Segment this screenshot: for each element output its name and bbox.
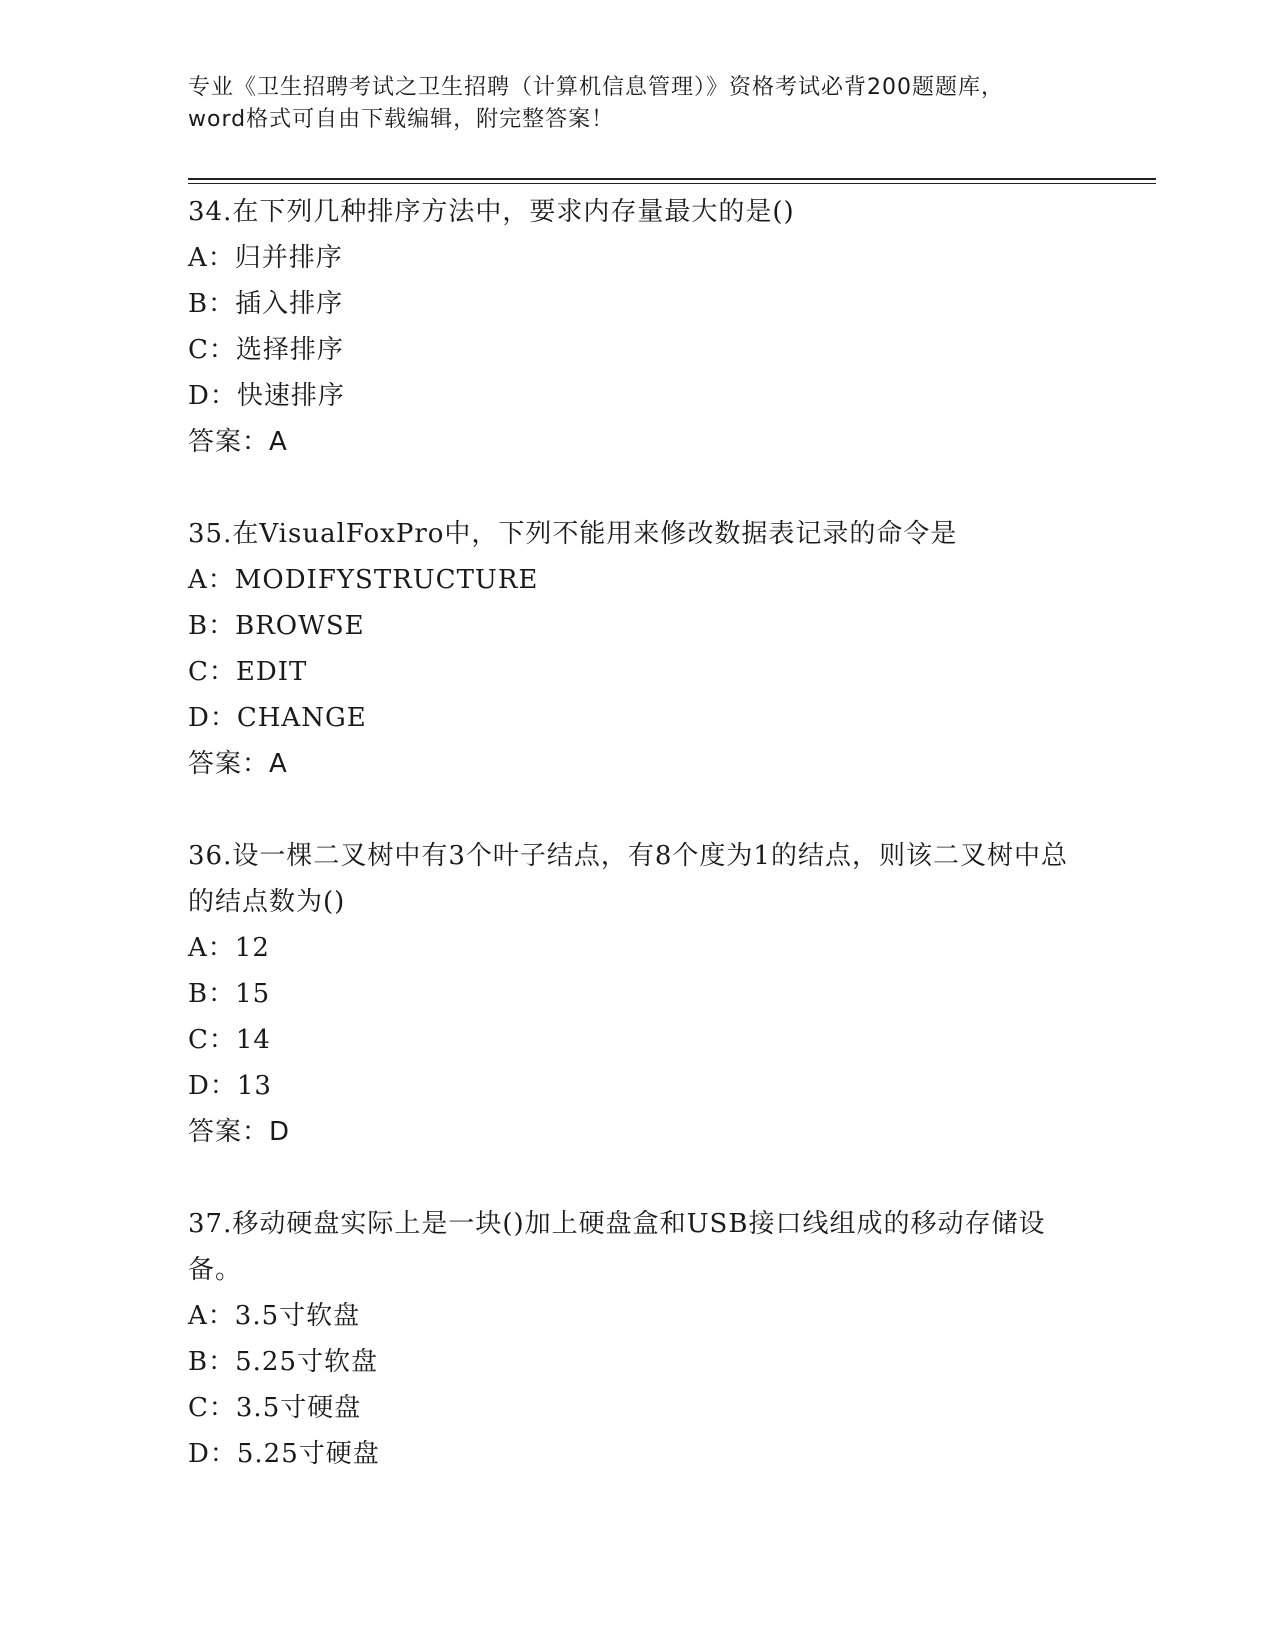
- header-line-1: 专业《卫生招聘考试之卫生招聘（计算机信息管理）》资格考试必背200题题库，: [188, 75, 1004, 100]
- question-text: 35.在VisualFoxPro中，下列不能用来修改数据表记录的命令是: [188, 519, 958, 549]
- option-c: C：选择排序: [188, 335, 344, 365]
- option-d: D：5.25寸硬盘: [188, 1439, 380, 1469]
- header-divider-thick: [188, 178, 1156, 180]
- document-header: [188, 72, 1088, 136]
- spacer: [188, 787, 1088, 833]
- option-a: A：归并排序: [188, 243, 343, 273]
- question-35: [188, 511, 1088, 787]
- option-d: D：CHANGE: [188, 703, 367, 733]
- option-b: B：插入排序: [188, 289, 344, 319]
- option-c: C：EDIT: [188, 657, 308, 687]
- answer-text: 答案：D: [188, 1117, 291, 1147]
- option-b: B：BROWSE: [188, 611, 365, 641]
- question-text: 34.在下列几种排序方法中，要求内存量最大的是(): [188, 197, 795, 227]
- option-a: A：3.5寸软盘: [188, 1301, 361, 1331]
- header-divider-thin: [188, 183, 1156, 184]
- question-list: [188, 189, 1088, 1477]
- question-text: 36.设一棵二叉树中有3个叶子结点，有8个度为1的结点，则该二叉树中总的结点数为(): [188, 841, 1068, 917]
- option-a: A：MODIFYSTRUCTURE: [188, 565, 539, 595]
- option-b: B：5.25寸软盘: [188, 1347, 378, 1377]
- answer-text: 答案：A: [188, 749, 288, 779]
- question-37: [188, 1201, 1088, 1477]
- option-c: C：3.5寸硬盘: [188, 1393, 362, 1423]
- spacer: [188, 1155, 1088, 1201]
- option-d: D：快速排序: [188, 381, 345, 411]
- answer-text: 答案：A: [188, 427, 288, 457]
- option-b: B：15: [188, 979, 271, 1009]
- question-text: 37.移动硬盘实际上是一块()加上硬盘盒和USB接口线组成的移动存储设备。: [188, 1209, 1046, 1285]
- question-36: [188, 833, 1088, 1155]
- header-line-2: word格式可自由下载编辑，附完整答案！: [188, 107, 615, 132]
- option-c: C：14: [188, 1025, 271, 1055]
- spacer: [188, 465, 1088, 511]
- option-d: D：13: [188, 1071, 272, 1101]
- question-34: [188, 189, 1088, 465]
- option-a: A：12: [188, 933, 270, 963]
